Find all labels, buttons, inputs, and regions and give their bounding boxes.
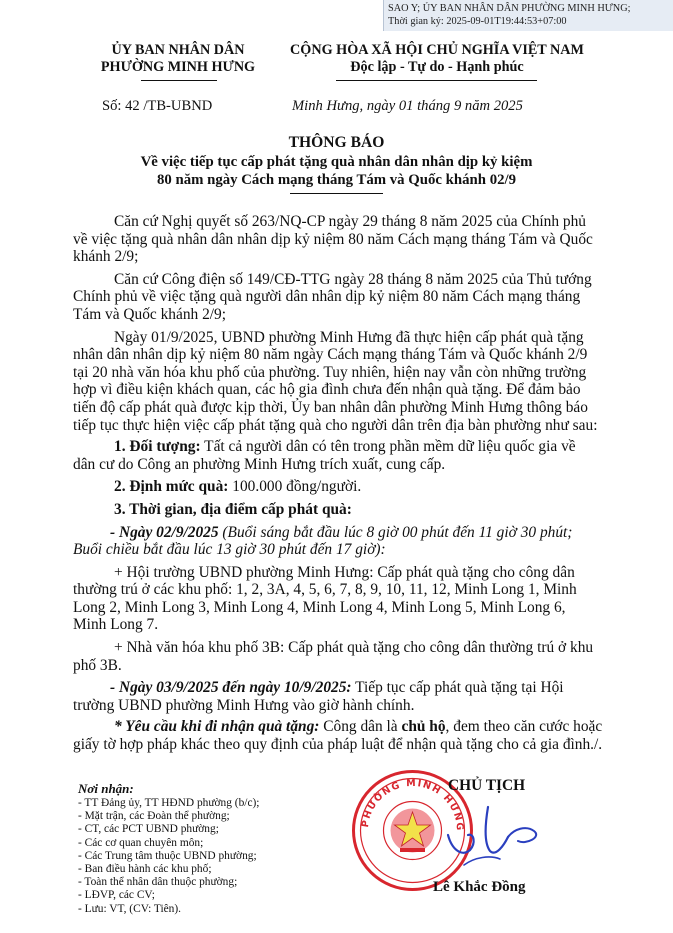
paragraph-context-line-1: Ngày 01/9/2025, UBND phường Minh Hưng đã thực hiện cấp phát quà tặng: [114, 328, 584, 346]
paragraph-context-line-4: hợp vì điều kiện khách quan, các hộ gia đình chưa đến nhận quà tặng. Để đảm bảo: [73, 381, 581, 399]
recipient-item: - Các Trung tâm thuộc UBND phường;: [78, 849, 257, 862]
requirement-line-2: giấy tờ hợp pháp khác theo quy định của pháp luật để nhận quà tặng cho cả gia đình./.: [73, 736, 603, 754]
paragraph-legal-basis-1-line-2: về việc tặng quà nhân dân nhân dịp kỷ niệm 80 năm Cách mạng tháng Tám và Quốc: [73, 230, 593, 248]
nation-line-2: Độc lập - Tự do - Hạnh phúc: [350, 59, 524, 75]
section-3-heading: 3. Thời gian, địa điểm cấp phát quà:: [114, 500, 352, 518]
section-2-label: 2. Định mức quà:: [114, 478, 229, 496]
place-date: Minh Hưng, ngày 01 tháng 9 năm 2025: [292, 98, 523, 114]
requirement-text-a: Công dân là: [319, 718, 402, 736]
org-line-1: ỦY BAN NHÂN DÂN: [111, 42, 245, 58]
section-2: [73, 478, 619, 496]
paragraph-context-line-5: tiến độ cấp phát quà được kịp thời, Ủy ban nhân dân phường Minh Hưng thông báo: [73, 398, 588, 416]
paragraph-legal-basis-1-line-1: Căn cứ Nghị quyết số 263/NQ-CP ngày 29 tháng 8 năm 2025 của Chính phủ: [114, 213, 587, 230]
handwritten-signature: [430, 795, 570, 875]
location-1-line-4: Minh Long 7.: [73, 616, 159, 634]
location-2-line-1: + Nhà văn hóa khu phố 3B: Cấp phát quà tặng cho công dân thường trú ở khu: [114, 639, 594, 657]
recipient-item: - Ban điều hành các khu phố;: [78, 863, 212, 876]
recipients-block: [78, 780, 259, 916]
title-underline: [290, 193, 383, 194]
location-2-line-2: phố 3B.: [73, 656, 122, 674]
paragraph-legal-basis-2-line-1: Căn cứ Công điện số 149/CĐ-TTG ngày 28 tháng 8 năm 2025 của Thủ tướng: [114, 270, 592, 288]
date-2-text: Tiếp tục cấp phát quà tặng tại Hội: [351, 679, 564, 697]
paragraph-legal-basis-2-line-2: Chính phủ về việc tặng quà người dân nhân dịp kỷ niệm 80 năm Cách mạng tháng: [73, 288, 581, 306]
requirement-label: * Yêu cầu khi đi nhận quà tặng:: [114, 718, 320, 736]
stamp-line-2: Thời gian ký: 2025-09-01T19:44:53+07:00: [388, 16, 567, 27]
document-body: [73, 213, 619, 754]
date-1-hours: (Buổi sáng bắt đầu lúc 8 giờ 00 phút đến 11 giờ 30 phút;: [218, 523, 573, 541]
signer-role: CHỦ TỊCH: [448, 777, 526, 794]
date-2-label: - Ngày 03/9/2025 đến ngày 10/9/2025:: [110, 679, 352, 697]
section-1-line-1: [73, 438, 619, 456]
title-subject-line-1: Về việc tiếp tục cấp phát tặng quà nhân dân nhân dịp kỷ kiệm: [140, 154, 533, 170]
section-2-text: 100.000 đồng/người.: [228, 478, 362, 496]
paragraph-context-line-2: nhân dân nhân dịp kỷ niệm 80 năm ngày Cách mạng tháng Tám và Quốc khánh 2/9: [73, 346, 588, 364]
organization-name: [80, 42, 276, 76]
title-subject-line-2: 80 năm ngày Cách mạng tháng Tám và Quốc khánh 02/9: [156, 172, 517, 188]
paragraph-context-line-6: tiếp tục thực hiện việc cấp phát tặng quà cho người dân trên địa bàn phường như sau:: [73, 416, 598, 434]
recipient-item: - CT, các PCT UBND phường;: [78, 823, 219, 836]
document-title: THÔNG BÁO: [288, 134, 385, 151]
requirement-text-bold: chủ hộ: [401, 718, 446, 736]
paragraph-legal-basis-2-line-3: Tám và Quốc khánh 2/9;: [73, 305, 227, 323]
stamp-line-1: SAO Y; ỦY BAN NHÂN DÂN PHƯỜNG MINH HƯNG;: [388, 3, 631, 14]
national-motto: [262, 42, 612, 76]
paragraph-context-line-3: tại 20 nhà văn hóa khu phố của phường. Tuy nhiên, hiện nay vẫn còn những trường: [73, 363, 587, 381]
section-1-label: 1. Đối tượng:: [114, 438, 201, 456]
requirement-line-1: [73, 718, 619, 736]
motto-underline: [336, 80, 537, 81]
section-1-text: Tất cả người dân có tên trong phần mềm dữ liệu quốc gia về: [200, 438, 576, 456]
nation-line-1: CỘNG HÒA XÃ HỘI CHỦ NGHĨA VIỆT NAM: [290, 42, 584, 58]
recipient-item: - Lưu: VT, (CV: Tiên).: [78, 902, 181, 915]
signer-name: Lê Khắc Đồng: [433, 879, 526, 895]
recipient-item: - TT Đảng ủy, TT HĐND phường (b/c);: [78, 797, 260, 809]
recipient-item: - Mặt trận, các Đoàn thể phường;: [78, 810, 230, 823]
location-1-line-1: + Hội trường UBND phường Minh Hưng: Cấp phát quà tặng cho công dân: [114, 563, 575, 581]
date-1-line-2: Buổi chiều bắt đầu lúc 13 giờ 30 phút đến 17 giờ):: [73, 541, 386, 559]
date-1-label: - Ngày 02/9/2025: [110, 523, 219, 541]
date-2-line-1: [73, 679, 619, 697]
location-1-line-2: thường trú ở các khu phố: 1, 2, 3A, 4, 5, 6, 7, 8, 9, 10, 11, 12, Minh Long 1, Minh: [73, 581, 577, 599]
date-2-line-2: trường UBND phường Minh Hưng vào giờ hành chính.: [73, 696, 415, 714]
document-number: Số: 42 /TB-UBND: [102, 98, 213, 114]
recipient-item: - LĐVP, các CV;: [78, 889, 155, 902]
seal-text: PHƯỜNG MINH HƯNG: [359, 777, 466, 833]
org-underline: [141, 80, 217, 81]
section-1-line-2: dân cư do Công an phường Minh Hưng trích xuất, cung cấp.: [73, 455, 446, 473]
paragraph-legal-basis-1-line-3: khánh 2/9;: [73, 248, 139, 266]
org-line-2: PHƯỜNG MINH HƯNG: [100, 59, 256, 75]
digital-signature-stamp: [383, 0, 673, 31]
recipient-item: - Toàn thể nhân dân thuộc phường;: [78, 876, 238, 889]
date-1-line-1: [73, 524, 619, 542]
requirement-text-c: , đem theo căn cước hoặc: [445, 718, 603, 736]
recipient-item: - Các cơ quan chuyên môn;: [78, 836, 204, 849]
location-1-line-3: Long 2, Minh Long 3, Minh Long 4, Minh Long 4, Minh Long 5, Minh Long 6,: [73, 598, 566, 616]
recipients-label: Nơi nhận:: [78, 781, 134, 796]
